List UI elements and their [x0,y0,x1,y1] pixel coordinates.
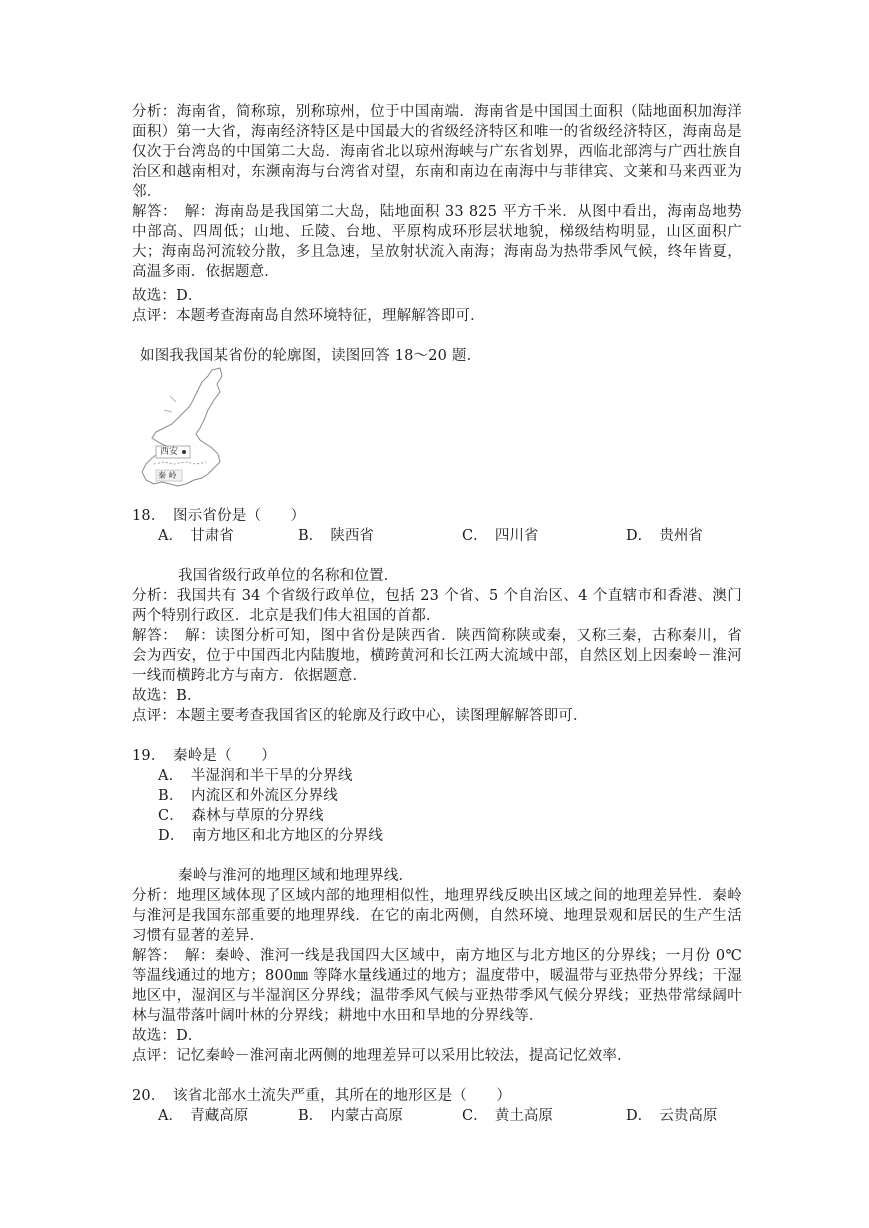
q18-stem: 18． 图示省份是（ ） [132,508,306,524]
q18-choice: 故选：B． [132,688,202,704]
q19-option-a: A． 半湿润和半干旱的分界线 [158,768,353,784]
map-label-qinling: 秦 岭 [158,471,177,480]
q19-answer: 解答： 解：秦岭、淮河一线是我国四大区域中，南方地区与北方地区的分界线；一月份 0℃等温线通过的地方；800㎜ 等降水量线通过的地方；温度带中，暖温带与亚热带分界线；干湿地区中，湿润区与半湿润区分界线；温带季风气候与亚热带季风气候分界线；亚热带常绿阔叶林与温带落叶阔叶林的分界线；耕地中水田和旱地的分界线等． [132,948,742,1024]
q20-option-a: A． 青藏高原 [158,1108,249,1124]
q17-analysis: 分析：海南省，简称琼，别称琼州，位于中国南端．海南省是中国国土面积（陆地面积加海洋面积）第一大省，海南经济特区是中国最大的省级经济特区和唯一的省级经济特区，海南岛是仅次于台湾岛的中国第二大岛．海南省北以琼州海峡与广东省划界，西临北部湾与广西壮族自治区和越南相对，东濒南海与台湾省对望，东南和南边在南海中与菲律宾、文莱和马来西亚为邻． [132,104,742,200]
q19-comment: 点评：记忆秦岭－淮河南北两侧的地理差异可以采用比较法，提高记忆效率． [132,1048,632,1064]
q20-stem: 20． 该省北部水土流失严重，其所在的地形区是（ ） [132,1088,512,1104]
q18-option-c: C． 四川省 [462,528,539,544]
q19-option-d: D． 南方地区和北方地区的分界线 [158,828,384,844]
q19-option-c: C． 森林与草原的分界线 [158,808,324,824]
q19-choice: 故选：D． [132,1028,203,1044]
province-outline-map [134,366,226,490]
group-intro: 如图我我国某省份的轮廓图，读图回答 18～20 题． [140,348,482,364]
map-label-xian: 西安 [160,447,179,457]
q20-option-d: D． 云贵高原 [626,1108,718,1124]
q19-topic: 秦岭与淮河的地理区域和地理界线． [178,868,414,884]
q18-analysis: 分析：我国共有 34 个省级行政单位，包括 23 个省、5 个自治区、4 个直辖市和香港、澳门两个特别行政区．北京是我们伟大祖国的首都． [132,588,742,624]
q20-option-b: B． 内蒙古高原 [298,1108,403,1124]
q18-answer: 解答： 解：读图分析可知，图中省份是陕西省．陕西简称陕或秦，又称三秦，古称秦川，省会为西安，位于中国西北内陆腹地，横跨黄河和长江两大流域中部，自然区划上因秦岭－淮河一线而横跨北方与南方．依据题意． [132,628,742,684]
q20-option-c: C． 黄土高原 [462,1108,553,1124]
q19-stem: 19． 秦岭是（ ） [132,748,276,764]
q18-option-b: B． 陕西省 [298,528,374,544]
q19-analysis: 分析：地理区域体现了区域内部的地理相似性，地理界线反映出区域之间的地理差异性．秦岭与淮河是我国东部重要的地理界线．在它的南北两侧，自然环境、地理景观和居民的生产生活习惯有显著的差异． [132,888,742,944]
q18-option-a: A． 甘肃省 [158,528,234,544]
q18-comment: 点评：本题主要考查我国省区的轮廓及行政中心，读图理解解答即可． [132,708,588,724]
q18-option-d: D． 贵州省 [626,528,703,544]
q17-comment: 点评：本题考查海南岛自然环境特征，理解解答即可． [132,308,485,324]
q18-topic: 我国省级行政单位的名称和位置． [178,568,399,584]
q17-answer: 解答： 解：海南岛是我国第二大岛，陆地面积 33 825 平方千米．从图中看出，海南岛地势中部高、四周低；山地、丘陵、台地、平原构成环形层状地貌，梯级结构明显，山区面积广大；海南岛河流较分散，多且急速，呈放射状流入南海；海南岛为热带季风气候，终年皆夏，高温多雨．依据题意． [132,204,742,280]
q19-option-b: B． 内流区和外流区分界线 [158,788,339,804]
q17-choice: 故选：D． [132,288,203,304]
